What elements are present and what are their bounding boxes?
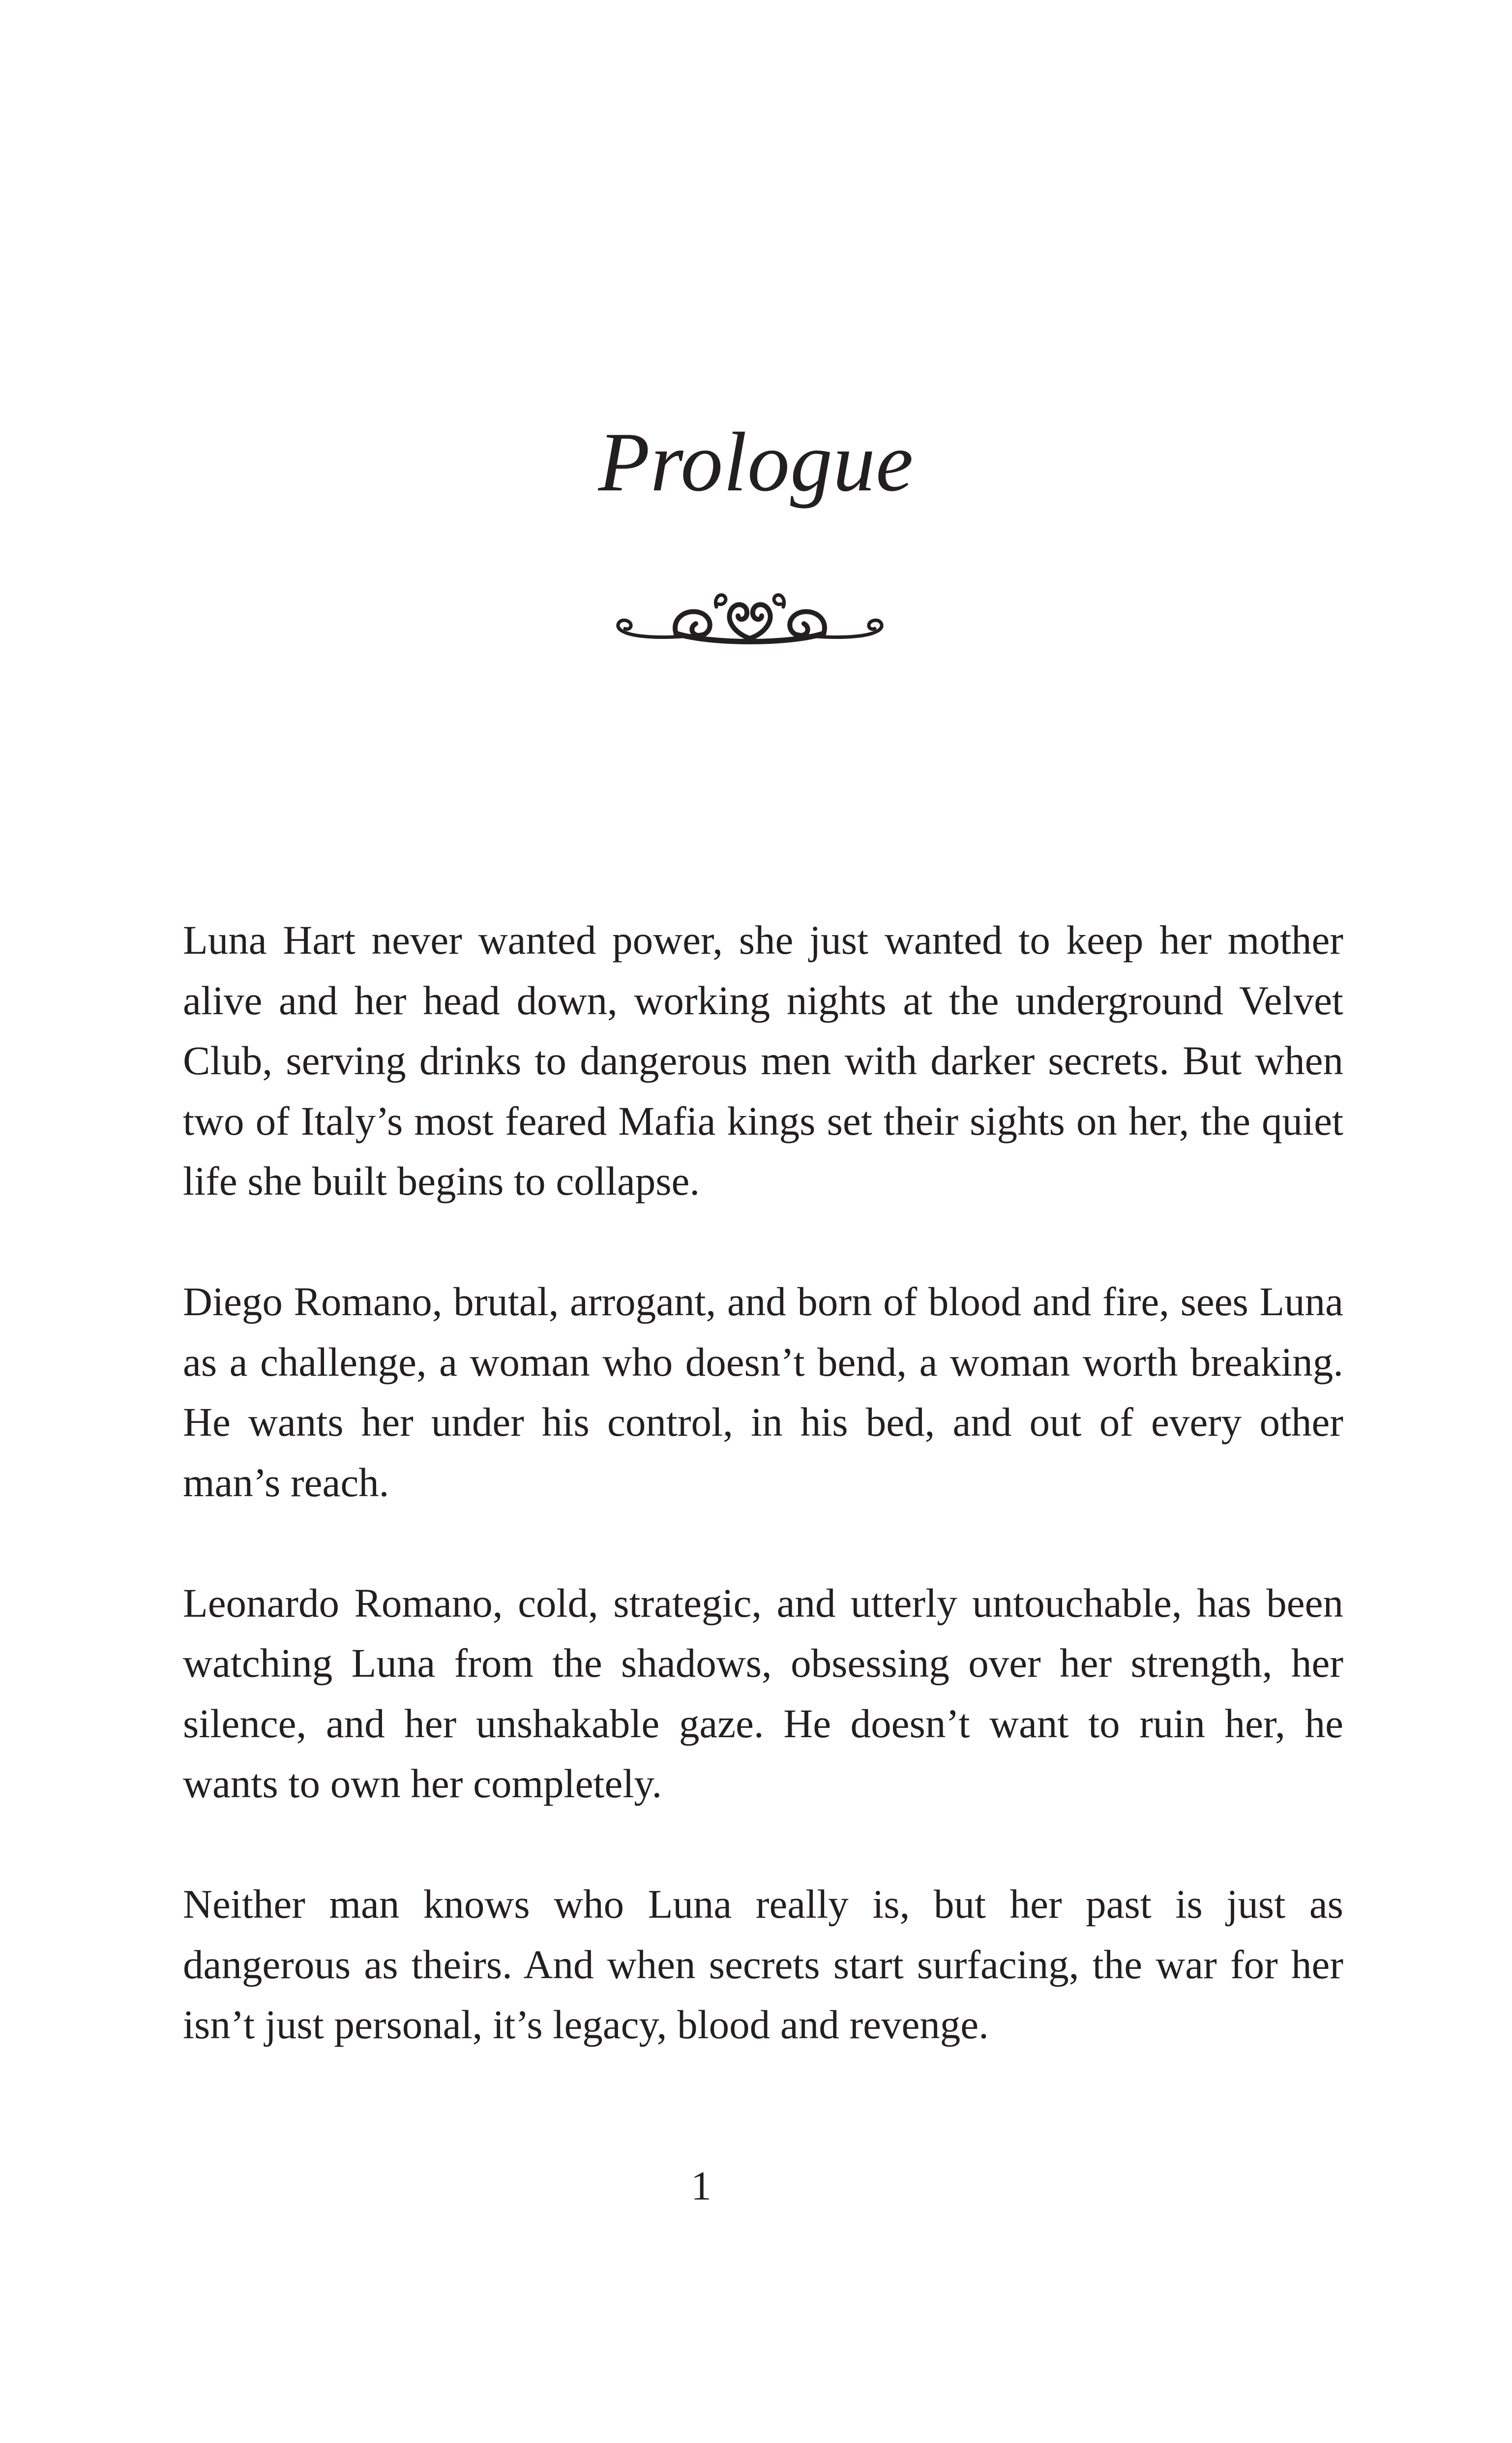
flourish-divider-icon [602, 575, 897, 659]
page-number: 1 [691, 2163, 712, 2209]
prologue-body [183, 910, 1343, 2055]
paragraph: Leonardo Romano, cold, strategic, and utterly untouchable, has been watching Luna from the shadows, obsessing over her strength, her silence, and her unshakable gaze. He doesn’t want to ruin her, he wants to own her completely. [183, 1580, 1343, 1806]
paragraph: Neither man knows who Luna really is, but her past is just as dangerous as theirs. And when secrets start surfacing, the war for her isn’t just personal, it’s legacy, blood and revenge. [183, 1881, 1343, 2047]
paragraph: Diego Romano, brutal, arrogant, and born of blood and fire, sees Luna as a challenge, a woman who doesn’t bend, a woman worth breaking. He wants her under his control, in his bed, and out of every other man’s reach. [183, 1279, 1343, 1505]
chapter-title: Prologue [598, 416, 914, 509]
paragraph: Luna Hart never wanted power, she just wanted to keep her mother alive and her head down, working nights at the underground Velvet Club, serving drinks to dangerous men with darker secrets. But when two of Italy’s most feared Mafia kings set their sights on her, the quiet life she built begins to collapse. [183, 917, 1343, 1204]
